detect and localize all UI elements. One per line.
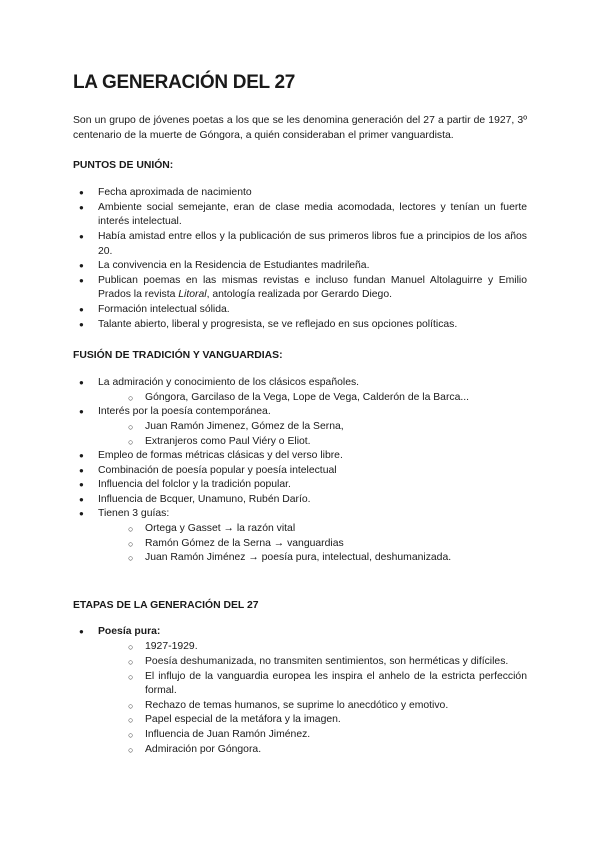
list-item-text: Combinación de poesía popular y poesía intelectual xyxy=(98,464,337,476)
intro-paragraph: Son un grupo de jóvenes poetas a los que se les denomina generación del 27 a partir de 1927, 3º centenario de la muerte de Góngora, a quién consideraban el primer vanguardista. xyxy=(73,115,527,141)
bullet-icon: ● xyxy=(79,231,84,241)
list-item xyxy=(73,201,527,230)
journal-title: Litoral xyxy=(178,289,207,301)
sub-bullet-icon: ○ xyxy=(128,657,134,668)
list-item-text: Formación intelectual sólida. xyxy=(98,303,230,315)
sub-list-item-text: Papel especial de la metáfora y la imagen. xyxy=(145,714,341,726)
bullet-icon: ● xyxy=(79,465,84,475)
sub-list-item-text: Poesía deshumanizada, no transmiten sentimientos, son herméticas y difíciles. xyxy=(145,656,509,668)
sub-list-item xyxy=(73,670,527,699)
list-item-text: Empleo de formas métricas clásicas y del verso libre. xyxy=(98,450,343,462)
bullet-icon: ● xyxy=(79,407,84,417)
sub-bullet-icon: ○ xyxy=(128,715,134,726)
sub-list-item xyxy=(73,551,527,566)
sub-bullet-icon: ○ xyxy=(128,671,134,682)
section-heading-union: PUNTOS DE UNIÓN: xyxy=(73,160,174,172)
stage-title: Poesía pura: xyxy=(98,625,161,637)
bullet-icon: ● xyxy=(79,188,84,198)
sub-list-item xyxy=(73,743,527,758)
list-item-text: Interés por la poesía contemporánea. xyxy=(98,406,271,418)
bullet-icon: ● xyxy=(79,304,84,314)
list-item-text: Ambiente social semejante, eran de clase media acomodada, lectores y tenían un fuerte interés intelectual. xyxy=(98,201,527,228)
sub-list-item-text: Juan Ramón Jiménez → poesía pura, intelectual, deshumanizada. xyxy=(145,552,452,564)
list-item-text: La admiración y conocimiento de los clásicos españoles. xyxy=(98,377,360,389)
bullet-icon: ● xyxy=(79,494,84,504)
list-item-text: Tienen 3 guías: xyxy=(98,508,170,520)
sub-list-item xyxy=(73,522,527,537)
sub-list-item-text: Góngora, Garcilaso de la Vega, Lope de Vega, Calderón de la Barca... xyxy=(145,391,470,403)
sub-bullet-icon: ○ xyxy=(128,730,134,740)
sub-bullet-icon: ○ xyxy=(128,700,134,711)
sub-list-item xyxy=(73,655,527,670)
list-item-text: Influencia del folclor y la tradición popular. xyxy=(98,479,291,491)
sub-list-item xyxy=(73,537,527,552)
bullet-icon: ● xyxy=(79,378,84,388)
section-heading-etapas: ETAPAS DE LA GENERACIÓN DEL 27 xyxy=(73,599,259,611)
sub-bullet-icon: ○ xyxy=(128,538,134,549)
sub-bullet-icon: ○ xyxy=(128,421,134,432)
list-item xyxy=(73,274,527,303)
list-item xyxy=(73,478,527,493)
list-item xyxy=(73,493,527,508)
list-item xyxy=(73,507,527,565)
sub-list-item xyxy=(73,640,527,655)
sub-list xyxy=(98,522,527,566)
list-item xyxy=(73,464,527,479)
bullet-icon: ● xyxy=(79,480,84,490)
sub-list-item-text: Extranjeros como Paul Viéry o Eliot. xyxy=(145,435,311,447)
list-item-text: Influencia de Bcquer, Unamuno, Rubén Darío. xyxy=(98,493,311,505)
sub-bullet-icon: ○ xyxy=(128,744,134,755)
list-item-text: Había amistad entre ellos y la publicación de sus primeros libros fue a principios de los años 20. xyxy=(98,230,527,257)
list-item-text: Publican poemas en las mismas revistas e incluso fundan Manuel Altolaguirre y Emilio Prados la revista xyxy=(98,274,527,301)
page-title: LA GENERACIÓN DEL 27 xyxy=(73,72,296,93)
list-fusion xyxy=(73,376,527,566)
sub-list-item-text: Rechazo de temas humanos, se suprime lo anecdótico y emotivo. xyxy=(145,699,449,711)
list-item xyxy=(73,449,527,464)
sub-bullet-icon: ○ xyxy=(128,436,134,447)
list-item-text: , antología realizada por Gerardo Diego. xyxy=(206,289,393,301)
sub-bullet-icon: ○ xyxy=(128,642,134,653)
list-item xyxy=(73,376,527,405)
section-heading-fusion: FUSIÓN DE TRADICIÓN Y VANGUARDIAS: xyxy=(73,350,283,362)
bullet-icon: ● xyxy=(79,275,84,285)
sub-bullet-icon: ○ xyxy=(128,524,134,535)
list-item xyxy=(73,230,527,259)
sub-list-item xyxy=(73,435,527,450)
list-item xyxy=(73,625,527,757)
sub-list-item xyxy=(73,728,527,743)
bullet-icon: ● xyxy=(79,202,84,212)
bullet-icon: ● xyxy=(79,626,84,636)
sub-list-item-text: El influjo de la vanguardia europea les inspira el anhelo de la estricta perfección formal. xyxy=(145,670,527,697)
sub-list-item-text: Ortega y Gasset → la razón vital xyxy=(145,523,296,535)
list-item xyxy=(73,259,527,274)
sub-list-item xyxy=(73,713,527,728)
list-item-text: Fecha aproximada de nacimiento xyxy=(98,187,252,199)
sub-list-item-text: Juan Ramón Jimenez, Gómez de la Serna, xyxy=(145,420,344,432)
sub-list-item-text: Admiración por Góngora. xyxy=(145,743,262,755)
sub-list-item-text: Influencia de Juan Ramón Jiménez. xyxy=(145,729,311,740)
bullet-icon: ● xyxy=(79,509,84,519)
sub-list-item-text: 1927-1929. xyxy=(145,641,198,653)
sub-list xyxy=(98,391,527,406)
sub-list-item xyxy=(73,699,527,714)
sub-list-item xyxy=(73,420,527,435)
bullet-icon: ● xyxy=(79,319,84,329)
sub-bullet-icon: ○ xyxy=(128,553,134,564)
list-item-text: La convivencia en la Residencia de Estudiantes madrileña. xyxy=(98,260,370,272)
sub-list-item xyxy=(73,391,527,406)
sub-list xyxy=(98,420,527,449)
bullet-icon: ● xyxy=(79,261,84,271)
list-item xyxy=(73,405,527,449)
list-etapas xyxy=(73,625,527,757)
list-item-text: Talante abierto, liberal y progresista, se ve reflejado en sus opciones políticas. xyxy=(98,318,458,330)
list-item xyxy=(73,303,527,318)
list-union xyxy=(73,186,527,332)
list-item xyxy=(73,186,527,201)
bullet-icon: ● xyxy=(79,451,84,461)
sub-list-item-text: Ramón Gómez de la Serna → vanguardias xyxy=(145,537,344,549)
sub-list xyxy=(98,640,527,757)
list-item xyxy=(73,318,527,333)
sub-bullet-icon: ○ xyxy=(128,392,134,403)
